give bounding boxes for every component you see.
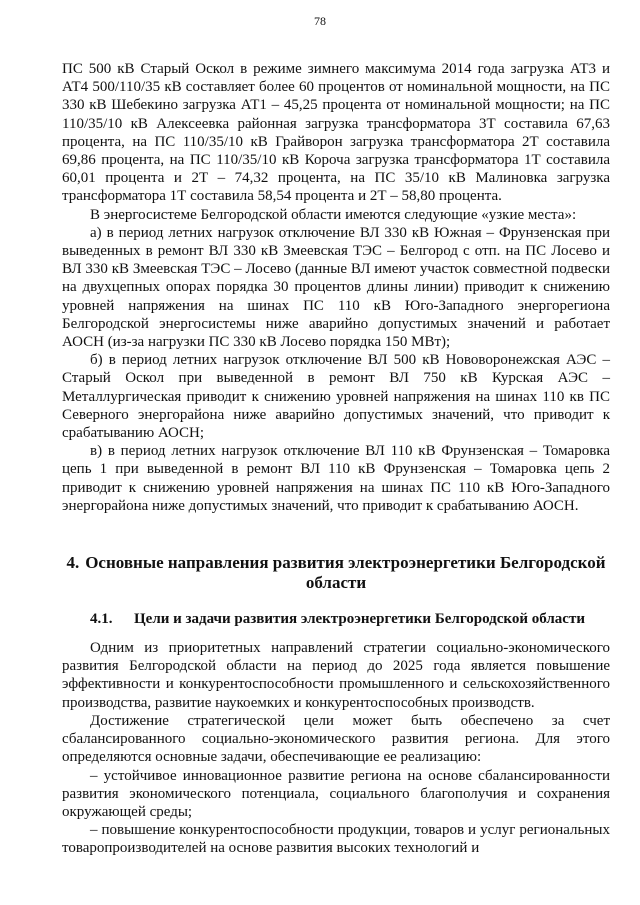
- paragraph-load-stats: ПС 500 кВ Старый Оскол в режиме зимнего максимума 2014 года загрузка АТ3 и АТ4 500/110/35 кВ составляет более 60 процентов от номинальной мощности, на ПС 330 кВ Шебекино загрузка АТ1 – 45,25 процента от номинальной мощности; на ПС 110/35/10 кВ Алексеевка районная загрузка трансформатора 3Т составила 67,63 процента, на ПС 110/35/10 кВ Грайворон загрузка трансформатора 2Т составила 69,86 процента, на ПС 110/35/10 кВ Короча загрузка трансформатора 1Т составила 60,01 процента и 2Т – 74,32 процента, на ПС 35/10 кВ Малиновка загрузка трансформатора 1Т составила 58,54 процента и 2Т – 58,80 процента.: [62, 61, 610, 205]
- document-body: [62, 60, 610, 858]
- subsection-number: 4.1.: [90, 611, 113, 628]
- bottleneck-item-a: а) в период летних нагрузок отключение ВЛ 330 кВ Южная – Фрунзенская при выведенных в ремонт ВЛ 330 кВ Змеевская ТЭС – Белгород с отп. на ПС Лосево и ВЛ 330 кВ Змеевская ТЭС – Лосево (данные ВЛ имеют участок совместной подвески на двухцепных опорах порядка 30 процентов длины линии) приводит к снижению уровней напряжения на шинах ПС 110 кВ Юго-Западного энергорегиона Белгородской энергосистемы ниже аварийно допустимых значений и работает АОСН (из-за нагрузки ПС 330 кВ Лосево порядка 150 МВт);: [62, 224, 610, 351]
- paragraph-bottlenecks-intro: В энергосистеме Белгородской области имеются следующие «узкие места»:: [90, 206, 577, 223]
- paragraph-strategy: Одним из приоритетных направлений стратегии социально-экономического развития Белгородской области на период до 2025 года является повышение эффективности и конкурентоспособности промышленного и сельскохозяйственного производства, развитие наукоемких и конкурентоспособных производств.: [62, 640, 610, 711]
- bottleneck-item-c: в) в период летних нагрузок отключение ВЛ 110 кВ Фрунзенская – Томаровка цепь 1 при выведенной в ремонт ВЛ 110 кВ Фрунзенская – Томаровка цепь 2 приводит к снижению уровней напряжения на шинах ПС 110 кВ Юго-Западного энергорайона ниже допустимых значений, что приводит к срабатыванию АОСН.: [62, 443, 610, 514]
- section-title: Основные направления развития электроэнергетики Белгородской области: [85, 553, 606, 593]
- page-number: 78: [314, 14, 326, 28]
- section-heading: [62, 553, 610, 593]
- subsection-title: Цели и задачи развития электроэнергетики Белгородской области: [134, 611, 585, 628]
- task-item-2: – повышение конкурентоспособности продукции, товаров и услуг региональных товаропроизводителей на основе развития высоких технологий и: [62, 822, 610, 857]
- task-item-1: – устойчивое инновационное развитие региона на основе сбалансированности развития экономического потенциала, социального благополучия и сохранения окружающей среды;: [62, 767, 610, 820]
- subsection-heading: [62, 609, 610, 629]
- section-number: 4.: [66, 553, 80, 573]
- paragraph-goal: Достижение стратегической цели может быть обеспечено за счет сбалансированного социально-экономического развития региона. Для этого определяются основные задачи, обеспечивающие ее реализацию:: [62, 712, 610, 766]
- bottleneck-item-b: б) в период летних нагрузок отключение ВЛ 500 кВ Нововоронежская АЭС – Старый Оскол при выведенной в ремонт ВЛ 750 кВ Курская АЭС – Металлургическая приводит к снижению уровней напряжения на шинах 110 кв ПС Северного энергорайона ниже аварийно допустимых значений, что приводит к срабатыванию АОСН;: [62, 352, 610, 442]
